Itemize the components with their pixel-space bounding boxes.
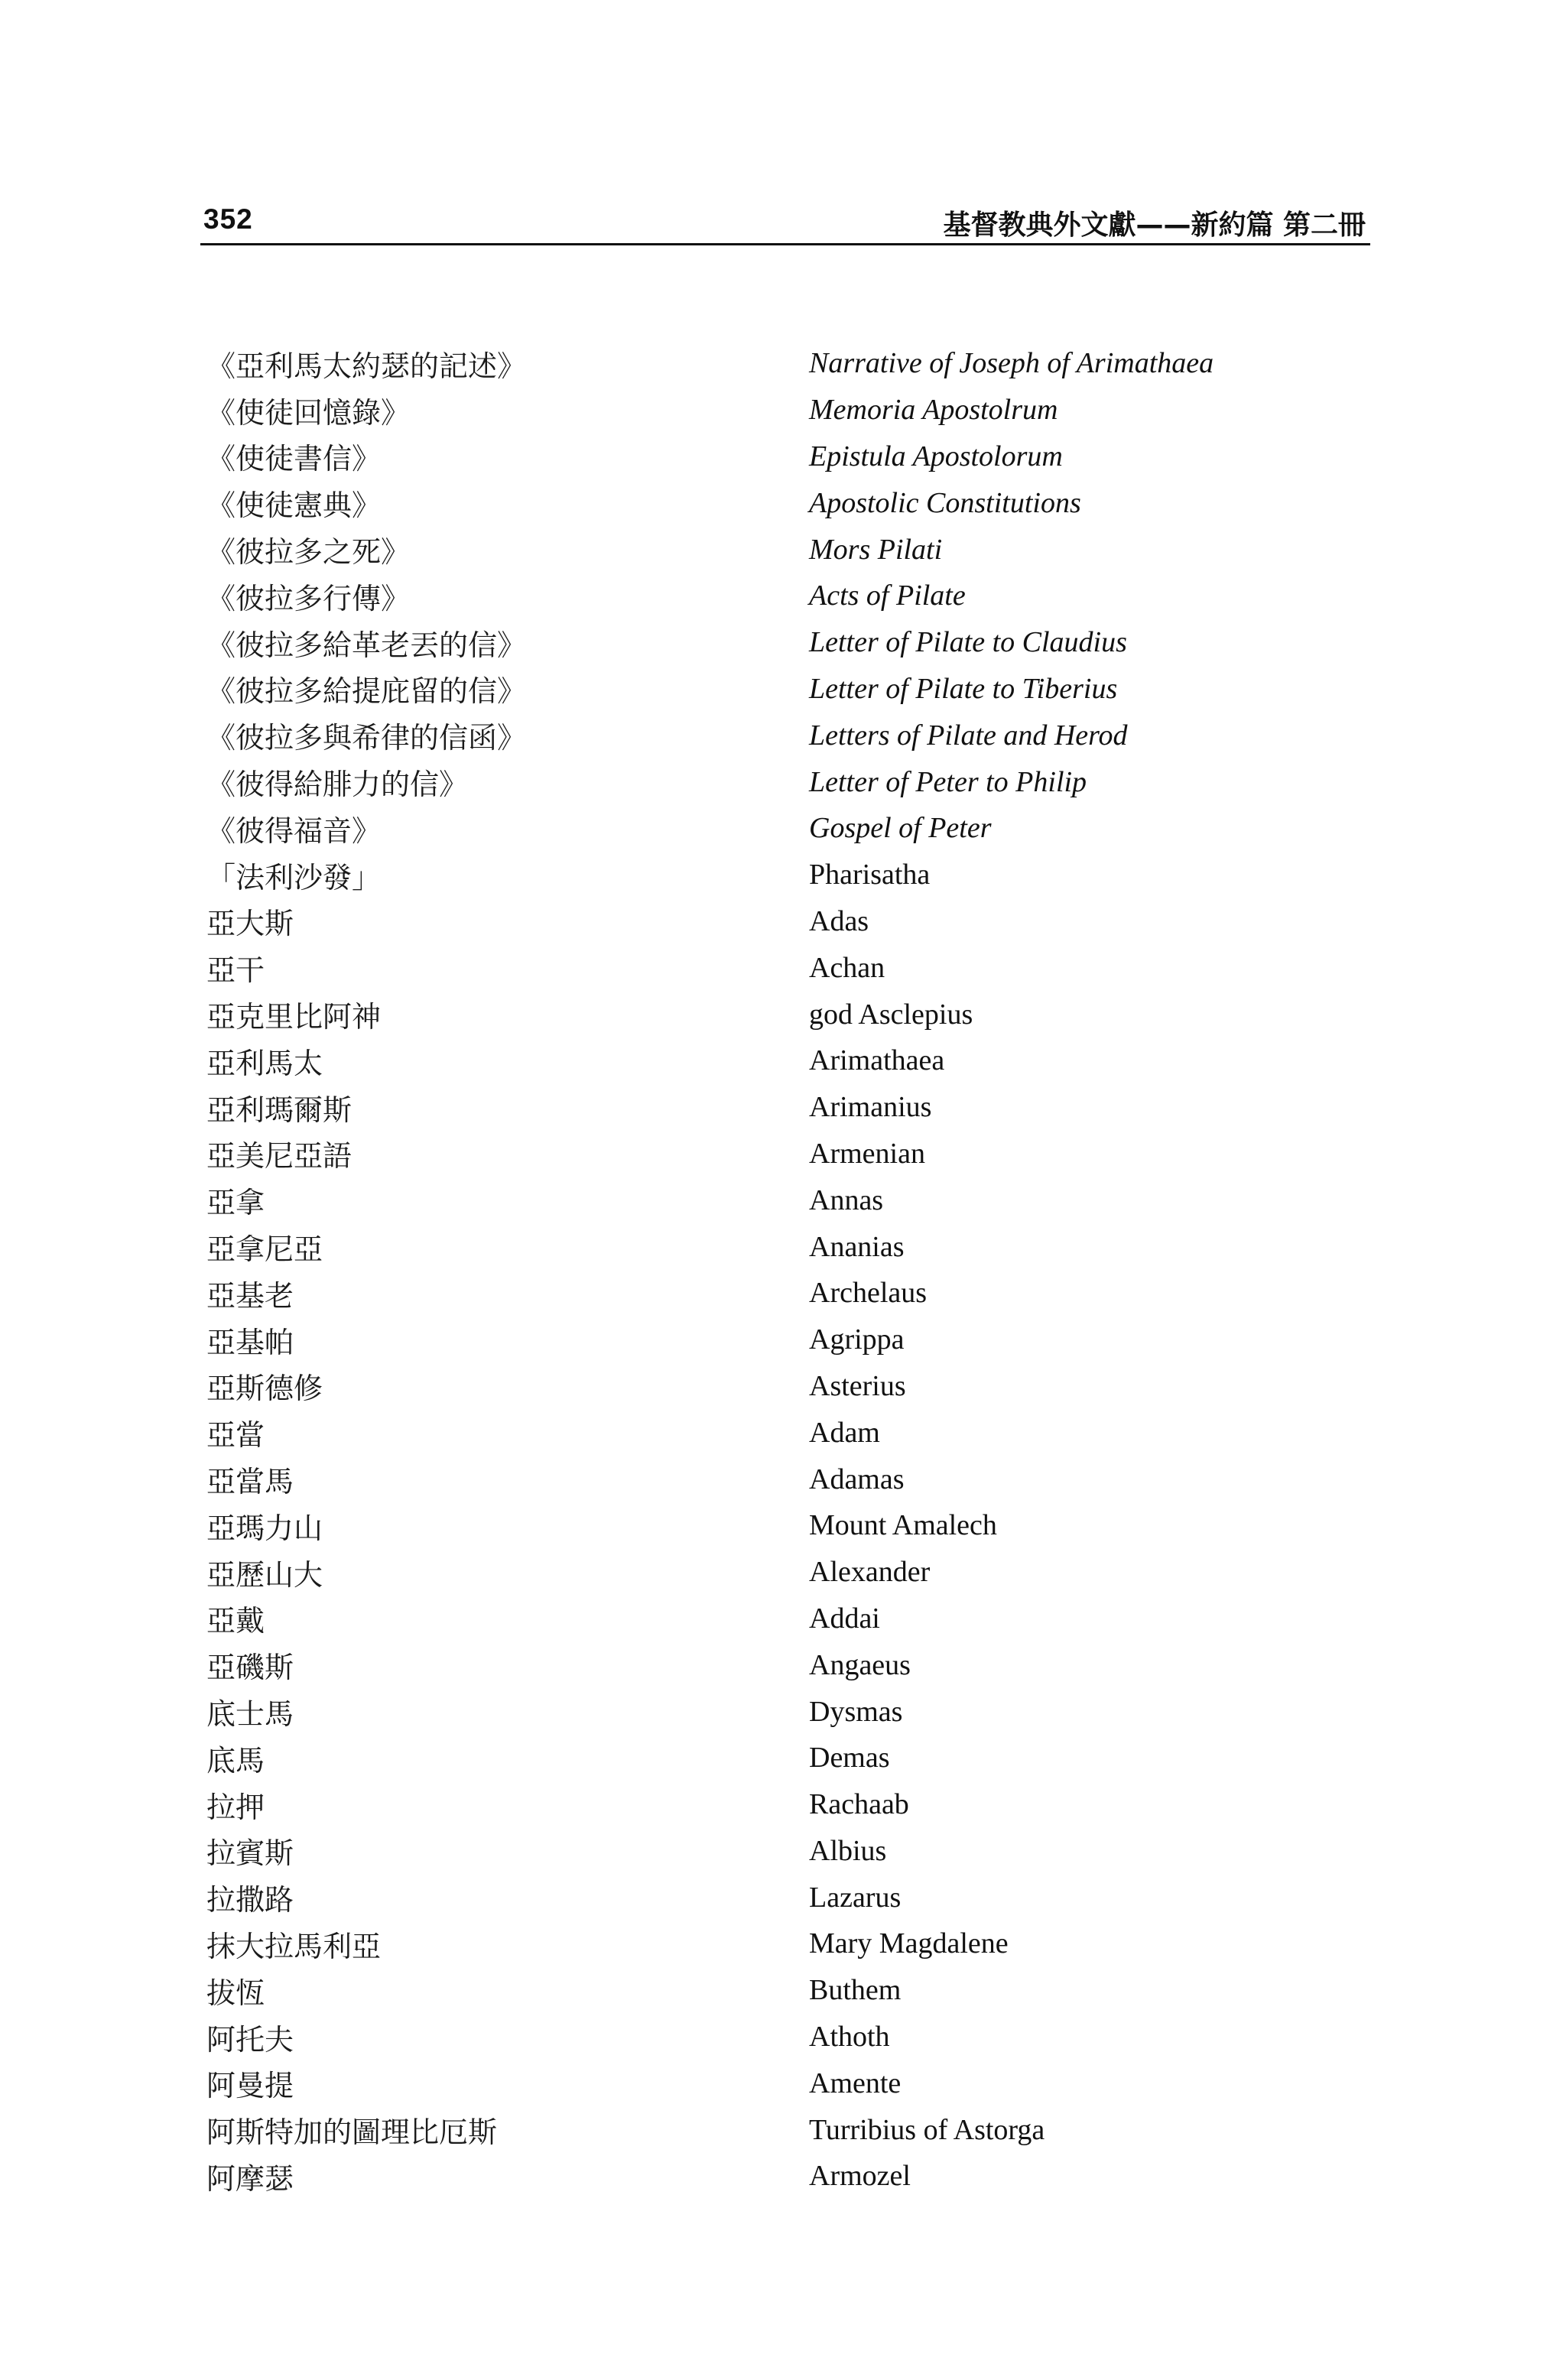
glossary-entry [200, 944, 1370, 991]
english-term: Dysmas [809, 1695, 903, 1728]
glossary-entry [200, 1223, 1370, 1270]
english-term: Epistula Apostolorum [809, 440, 1063, 472]
glossary-entry [200, 1874, 1370, 1921]
english-term: Adam [809, 1416, 880, 1449]
chinese-term: 抹大拉馬利亞 [206, 1929, 382, 1963]
chinese-term: 拉賓斯 [206, 1836, 294, 1871]
glossary-entry [200, 1596, 1370, 1642]
english-term: Acts of Pilate [809, 580, 966, 612]
glossary-entry [200, 805, 1370, 852]
chinese-term: 《彼得給腓力的信》 [206, 768, 469, 802]
chinese-term: 亞磯斯 [206, 1651, 294, 1685]
glossary-entry [200, 1921, 1370, 1967]
glossary-entry [200, 666, 1370, 713]
glossary-entry [200, 340, 1370, 387]
glossary-entry [200, 2106, 1370, 2153]
english-term: Lazarus [809, 1881, 902, 1914]
chinese-term: 《彼得福音》 [206, 813, 382, 848]
chinese-term: 拉撒路 [206, 1883, 294, 1917]
english-term: Narrative of Joseph of Arimathaea [809, 347, 1214, 380]
english-term: Mary Magdalene [809, 1927, 1009, 1960]
glossary-entry [200, 526, 1370, 573]
chinese-term: 亞大斯 [206, 907, 294, 941]
glossary-entry [200, 2153, 1370, 2200]
glossary-list [200, 340, 1370, 2200]
chinese-term: 《使徒書信》 [206, 442, 382, 476]
glossary-entry [200, 1688, 1370, 1735]
glossary-entry [200, 619, 1370, 666]
english-term: Letter of Peter to Philip [809, 765, 1087, 798]
english-term: Armozel [809, 2160, 911, 2193]
english-term: Armenian [809, 1137, 925, 1170]
english-term: Memoria Apostolrum [809, 394, 1058, 427]
chinese-term: 底士馬 [206, 1697, 294, 1731]
english-term: Mount Amalech [809, 1509, 997, 1542]
glossary-entry [200, 1828, 1370, 1875]
english-term: Albius [809, 1834, 887, 1867]
glossary-entry [200, 433, 1370, 480]
chinese-term: 《彼拉多給革老丟的信》 [206, 628, 527, 662]
glossary-entry [200, 1735, 1370, 1781]
chinese-term: 《亞利馬太約瑟的記述》 [206, 349, 527, 383]
running-title: 基督教典外文獻——新約篇 第二冊 [943, 209, 1366, 241]
page-header [200, 197, 1370, 245]
english-term: Demas [809, 1742, 890, 1774]
english-term: Angaeus [809, 1648, 911, 1681]
chinese-term: 亞當馬 [206, 1465, 294, 1499]
chinese-term: 《彼拉多給提庇留的信》 [206, 674, 527, 709]
english-term: Arimathaea [809, 1044, 945, 1077]
glossary-entry [200, 1177, 1370, 1223]
glossary-entry [200, 1363, 1370, 1410]
glossary-entry [200, 1781, 1370, 1828]
chinese-term: 《彼拉多行傳》 [206, 581, 411, 615]
english-term: Amente [809, 2067, 902, 2099]
glossary-entry [200, 1502, 1370, 1549]
chinese-term: 拔恆 [206, 1976, 265, 2010]
glossary-entry [200, 479, 1370, 526]
english-term: Achan [809, 951, 885, 984]
glossary-entry [200, 1549, 1370, 1596]
glossary-entry [200, 991, 1370, 1037]
glossary-entry [200, 712, 1370, 758]
english-term: Mors Pilati [809, 533, 943, 566]
chinese-term: 亞利瑪爾斯 [206, 1093, 353, 1127]
english-term: Rachaab [809, 1788, 909, 1821]
glossary-entry [200, 758, 1370, 805]
chinese-term: 「法利沙發」 [206, 860, 382, 895]
chinese-term: 亞當 [206, 1418, 265, 1453]
english-term: Apostolic Constitutions [809, 486, 1081, 519]
chinese-term: 亞斯德修 [206, 1372, 323, 1406]
glossary-entry [200, 1967, 1370, 2014]
glossary-entry [200, 898, 1370, 945]
chinese-term: 阿曼提 [206, 2069, 294, 2103]
english-term: Letter of Pilate to Claudius [809, 626, 1127, 659]
chinese-term: 亞瑪力山 [206, 1511, 323, 1545]
glossary-entry [200, 1317, 1370, 1363]
glossary-entry [200, 1270, 1370, 1317]
chinese-term: 《彼拉多之死》 [206, 535, 411, 570]
chinese-term: 阿托夫 [206, 2022, 294, 2057]
english-term: Adas [809, 904, 869, 937]
glossary-entry [200, 387, 1370, 433]
english-term: Athoth [809, 2021, 890, 2054]
glossary-entry [200, 573, 1370, 619]
chinese-term: 阿斯特加的圖理比厄斯 [206, 2115, 498, 2150]
glossary-entry [200, 1131, 1370, 1177]
glossary-entry [200, 1037, 1370, 1084]
english-term: Buthem [809, 1974, 902, 2007]
chinese-term: 亞基老 [206, 1278, 294, 1313]
english-term: Alexander [809, 1556, 931, 1589]
chinese-term: 亞戴 [206, 1604, 265, 1638]
glossary-entry [200, 2014, 1370, 2060]
chinese-term: 拉押 [206, 1790, 265, 1824]
chinese-term: 亞干 [206, 953, 265, 988]
english-term: Addai [809, 1602, 880, 1635]
chinese-term: 《彼拉多與希律的信函》 [206, 721, 527, 755]
english-term: Annas [809, 1184, 884, 1216]
glossary-entry [200, 1641, 1370, 1688]
english-term: Turribius of Astorga [809, 2113, 1045, 2146]
glossary-entry [200, 1409, 1370, 1456]
chinese-term: 《使徒回憶錄》 [206, 395, 411, 430]
chinese-term: 亞拿 [206, 1186, 265, 1220]
english-term: Archelaus [809, 1277, 928, 1310]
english-term: Gospel of Peter [809, 812, 992, 845]
english-term: Pharisatha [809, 859, 931, 891]
english-term: Ananias [809, 1230, 905, 1263]
english-term: Letter of Pilate to Tiberius [809, 672, 1118, 705]
chinese-term: 亞拿尼亞 [206, 1232, 323, 1267]
chinese-term: 底馬 [206, 1743, 265, 1778]
english-term: Arimanius [809, 1091, 932, 1124]
chinese-term: 亞基帕 [206, 1325, 294, 1359]
english-term: Agrippa [809, 1323, 905, 1356]
glossary-entry [200, 1456, 1370, 1502]
glossary-entry [200, 852, 1370, 898]
chinese-term: 亞利馬太 [206, 1046, 323, 1080]
page-number: 352 [203, 203, 253, 235]
chinese-term: 阿摩瑟 [206, 2161, 294, 2196]
glossary-entry [200, 2060, 1370, 2106]
english-term: Adamas [809, 1463, 905, 1495]
glossary-entry [200, 1084, 1370, 1131]
english-term: god Asclepius [809, 998, 973, 1031]
english-term: Letters of Pilate and Herod [809, 719, 1128, 752]
chinese-term: 亞歷山大 [206, 1557, 323, 1592]
chinese-term: 亞美尼亞語 [206, 1139, 353, 1174]
english-term: Asterius [809, 1369, 906, 1402]
chinese-term: 亞克里比阿神 [206, 1000, 382, 1034]
chinese-term: 《使徒憲典》 [206, 489, 382, 523]
